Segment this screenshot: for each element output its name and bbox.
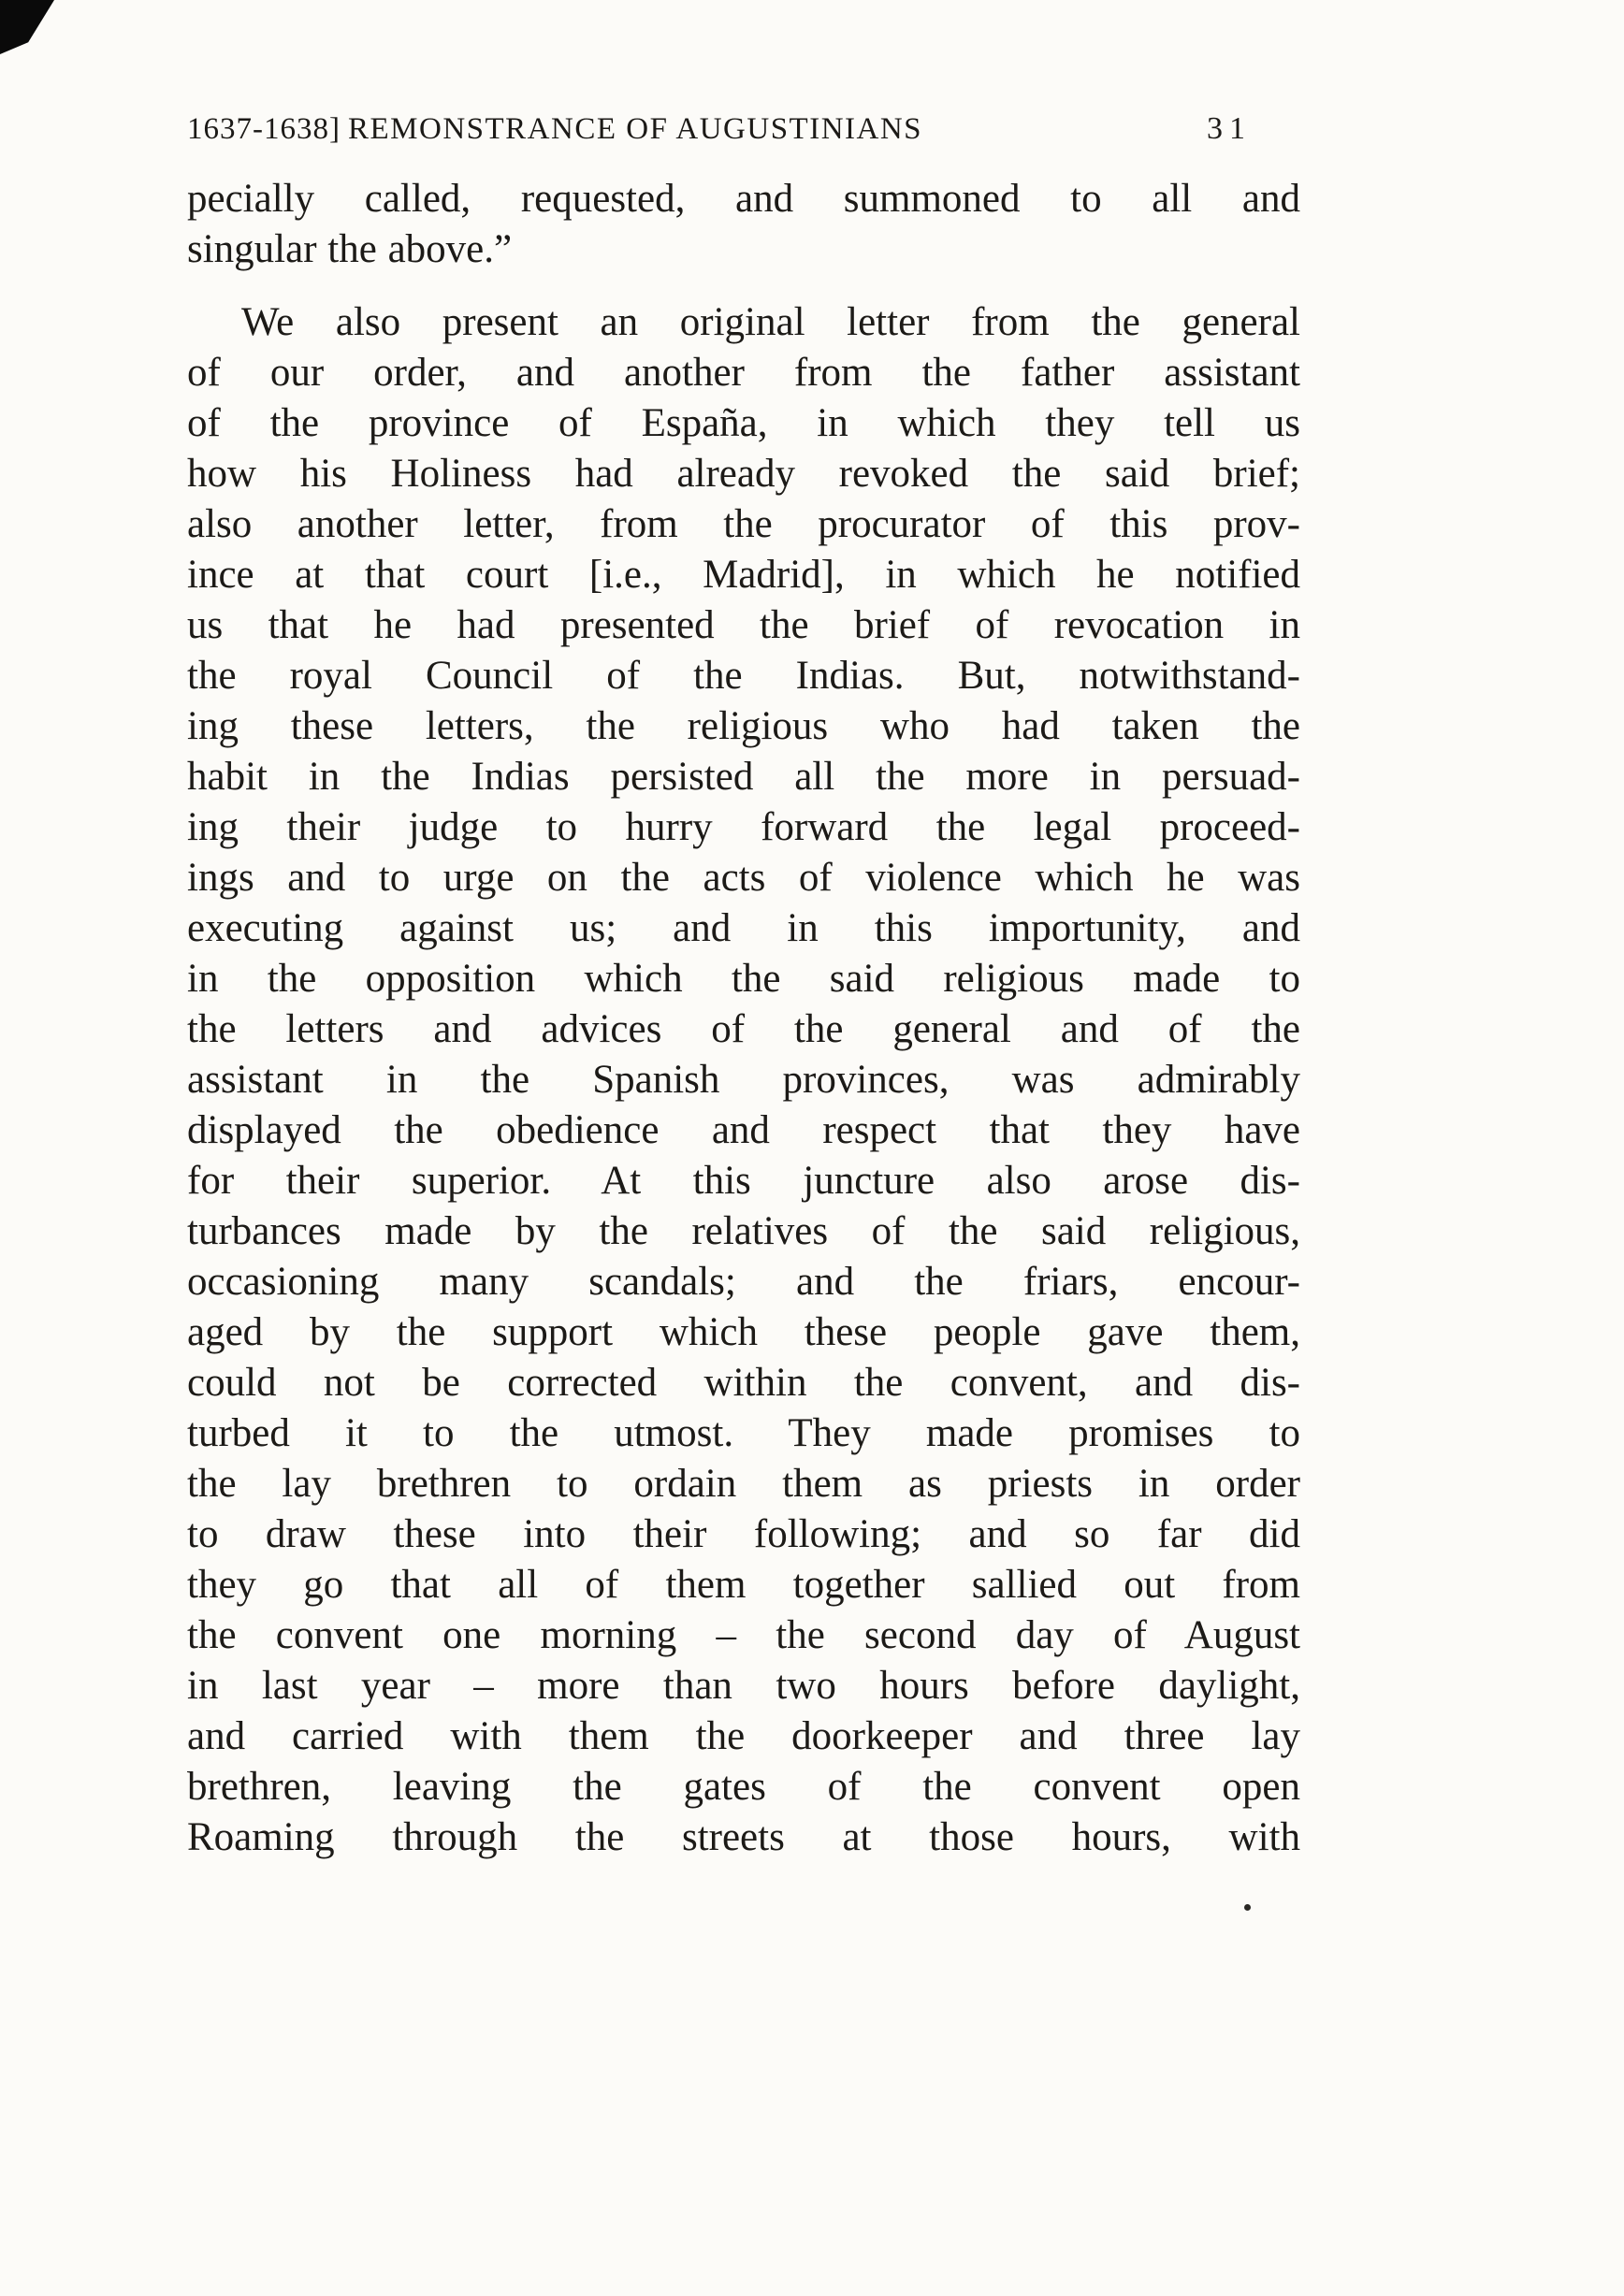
text-line: in last year – more than two hours before daylight, [187, 1664, 1300, 1708]
running-head-folio: 1637-1638] [187, 112, 341, 146]
text-line: the convent one morning – the second day of August [187, 1613, 1300, 1657]
stray-ink-dot [1244, 1904, 1251, 1911]
text-line: ing these letters, the religious who had taken the [187, 704, 1300, 748]
running-head-left [187, 110, 922, 148]
text-line: ing their judge to hurry forward the legal proceed- [187, 805, 1300, 849]
text-line: pecially called, requested, and summoned to all and [187, 177, 1300, 221]
text-line: brethren, leaving the gates of the convent open [187, 1765, 1300, 1809]
text-line: executing against us; and in this importunity, and [187, 906, 1300, 950]
text-line: displayed the obedience and respect that they have [187, 1108, 1300, 1152]
text-line: ince at that court [i.e., Madrid], in which he notified [187, 553, 1300, 597]
text-line: to draw these into their following; and so far did [187, 1512, 1300, 1556]
text-line: they go that all of them together sallied out from [187, 1563, 1300, 1607]
text-line: aged by the support which these people gave them, [187, 1310, 1300, 1354]
text-line: the royal Council of the Indias. But, notwithstand- [187, 654, 1300, 698]
page-number: 31 [1207, 111, 1252, 146]
scan-corner-artifact [0, 0, 54, 54]
text-line: for their superior. At this juncture also arose dis- [187, 1159, 1300, 1203]
text-line: Roaming through the streets at those hours, with [187, 1815, 1300, 1859]
text-line: of the province of España, in which they tell us [187, 401, 1300, 445]
text-line: assistant in the Spanish provinces, was admirably [187, 1058, 1300, 1102]
text-line: occasioning many scandals; and the friars, encour- [187, 1260, 1300, 1304]
text-line: the lay brethren to ordain them as priests in order [187, 1462, 1300, 1506]
page-body [187, 174, 1300, 1863]
text-line: ings and to urge on the acts of violence which he was [187, 856, 1300, 900]
paragraph [187, 297, 1300, 1863]
text-block [187, 110, 1300, 1863]
text-line: also another letter, from the procurator of this prov- [187, 502, 1300, 546]
text-line: the letters and advices of the general and of the [187, 1007, 1300, 1051]
text-line: could not be corrected within the convent, and dis- [187, 1361, 1300, 1405]
text-line: turbed it to the utmost. They made promises to [187, 1411, 1300, 1455]
text-line: singular the above.” [187, 227, 513, 271]
text-line: and carried with them the doorkeeper and three lay [187, 1714, 1300, 1758]
paragraph [187, 174, 1300, 275]
text-line: turbances made by the relatives of the said religious, [187, 1209, 1300, 1253]
text-line: of our order, and another from the father assistant [187, 351, 1300, 395]
text-line: in the opposition which the said religious made to [187, 957, 1300, 1001]
running-head-title: REMONSTRANCE OF AUGUSTINIANS [347, 112, 923, 146]
text-line: habit in the Indias persisted all the more in persuad- [187, 755, 1300, 799]
text-line: We also present an original letter from the general [241, 300, 1300, 344]
running-head [187, 110, 1300, 148]
text-line: us that he had presented the brief of revocation in [187, 603, 1300, 647]
text-line: how his Holiness had already revoked the said brief; [187, 452, 1300, 496]
